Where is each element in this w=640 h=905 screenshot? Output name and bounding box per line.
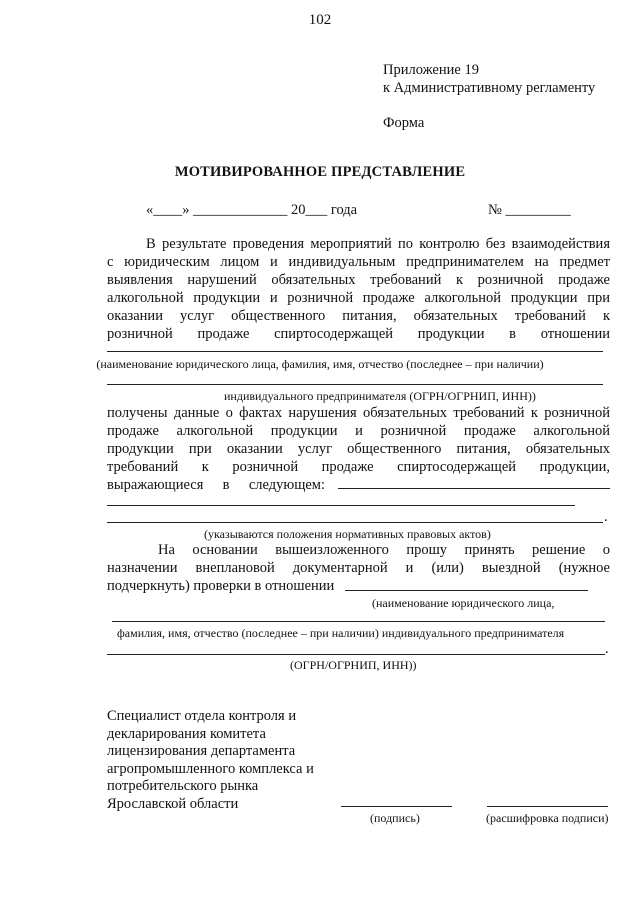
- blank-line: [338, 488, 610, 489]
- appendix-regulation: к Административному регламенту: [383, 80, 596, 96]
- caption-entity-short: (наименование юридического лица,: [372, 596, 555, 610]
- period: .: [605, 641, 609, 657]
- para2-line: выражающиеся в следующем:: [107, 477, 325, 493]
- decode-line: [487, 806, 608, 807]
- signatory-position: Специалист отдела контроля и декларирования комитета лицензирования департамента агропромышленного комплекса и потребительского рынка Ярославской области: [107, 708, 314, 812]
- caption-entity-id: индивидуального предпринимателя (ОГРН/ОГРНИП, ИНН)): [224, 389, 536, 403]
- para3-line: подчеркнуть) проверки в отношении: [107, 578, 335, 594]
- blank-line: [107, 351, 603, 352]
- appendix-title: Приложение 19: [383, 62, 479, 78]
- para3-line: На основании вышеизложенного прошу принять решение о: [158, 542, 610, 558]
- para1-line: выявления нарушений обязательных требований к розничной продаже: [107, 272, 610, 288]
- para2-line: продукции при оказании услуг общественного питания, обязательных: [107, 441, 610, 457]
- para2-line: требований к розничной продаже спиртосодержащей продукции,: [107, 459, 610, 475]
- date-field: «____» _____________ 20___ года: [146, 202, 358, 218]
- para1-line: розничной продаже спиртосодержащей продукции в отношении: [107, 326, 610, 342]
- caption-signature: (подпись): [370, 811, 420, 825]
- blank-line: [112, 621, 605, 622]
- para1-line: алкогольной продукции и розничной продаже алкогольной продукции при: [107, 290, 610, 306]
- para1-line: с юридическим лицом и индивидуальным предпринимателем на предмет: [107, 254, 610, 270]
- para2-line: продаже алкогольной продукции и розничной продаже алкогольной: [107, 423, 610, 439]
- number-field: № _________: [488, 202, 571, 218]
- period: .: [604, 509, 608, 525]
- blank-line: [107, 384, 603, 385]
- blank-line: [107, 505, 575, 506]
- blank-line: [107, 654, 605, 655]
- caption-fio: фамилия, имя, отчество (последнее – при наличии) индивидуального предпринимателя: [117, 626, 565, 640]
- para2-line: получены данные о фактах нарушения обязательных требований к розничной: [107, 405, 610, 421]
- page-number: 102: [308, 12, 332, 28]
- para1-line: оказании услуг общественного питания, обязательных требований к: [107, 308, 610, 324]
- signature-line: [341, 806, 452, 807]
- caption-ogrn: (ОГРН/ОГРНИП, ИНН)): [290, 658, 417, 672]
- caption-decode: (расшифровка подписи): [486, 811, 609, 825]
- caption-legal-acts: (указываются положения нормативных правовых актов): [204, 527, 491, 541]
- para3-line: назначении внеплановой документарной и (или) выездной (нужное: [107, 560, 610, 576]
- document-title: МОТИВИРОВАННОЕ ПРЕДСТАВЛЕНИЕ: [174, 164, 466, 180]
- form-label: Форма: [383, 115, 425, 131]
- blank-line: [107, 522, 603, 523]
- blank-line: [345, 590, 588, 591]
- caption-entity-name: (наименование юридического лица, фамилия, имя, отчество (последнее – при наличии): [96, 357, 544, 371]
- para1-line: В результате проведения мероприятий по контролю без взаимодействия: [146, 236, 610, 252]
